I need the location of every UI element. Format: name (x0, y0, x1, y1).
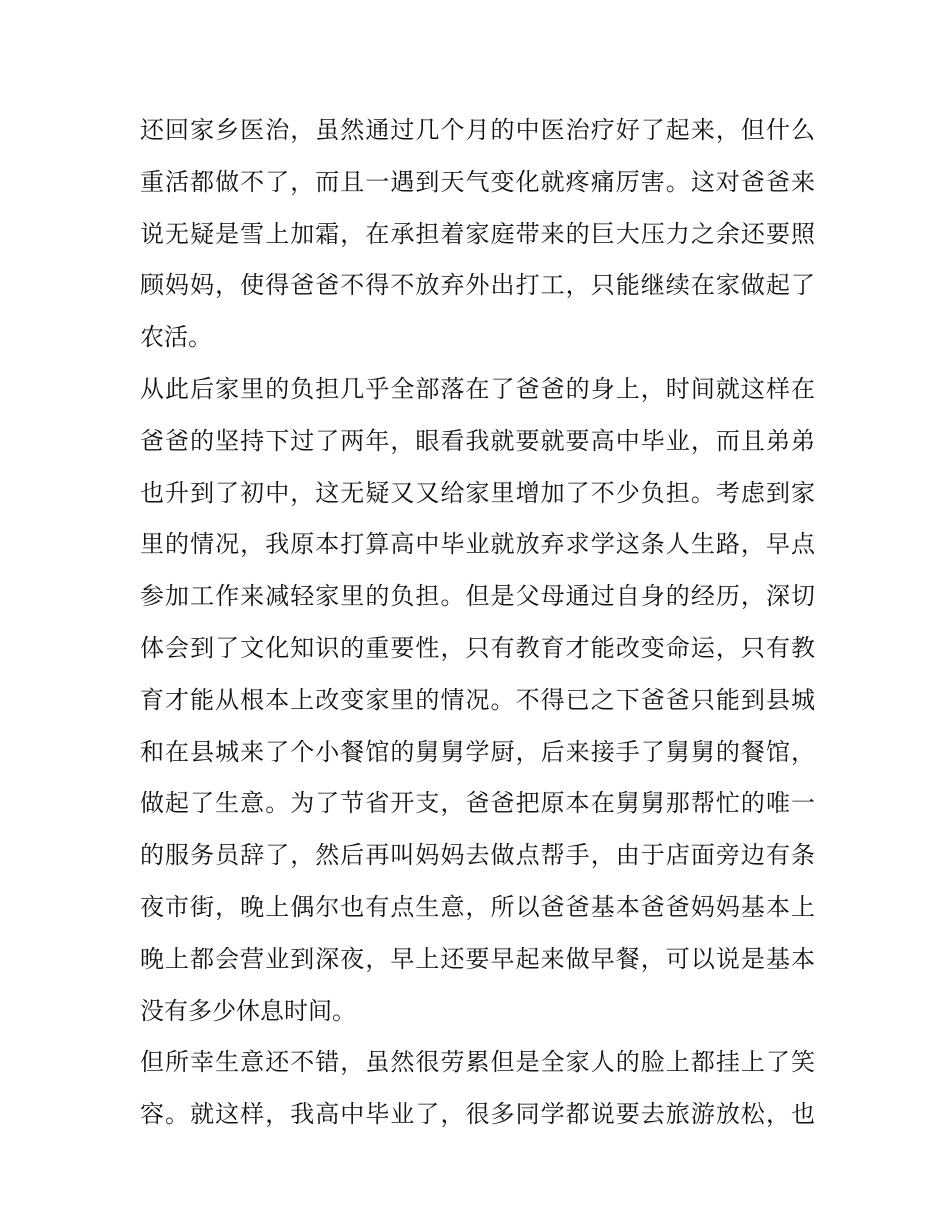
text-line: 没有多少休息时间。 (140, 996, 356, 1025)
text-line: 农活。 (140, 323, 212, 352)
text-line: 但所幸生意还不错，虽然很劳累但是全家人的脸上都挂上了笑 (140, 1048, 815, 1077)
text-line: 体会到了文化知识的重要性，只有教育才能改变命运，只有教 (140, 633, 815, 662)
paragraph-3 (140, 1037, 815, 1141)
text-line: 从此后家里的负担几乎全部落在了爸爸的身上，时间就这样在 (140, 374, 815, 403)
text-line: 的服务员辞了，然后再叫妈妈去做点帮手，由于店面旁边有条 (140, 841, 815, 870)
text-line: 说无疑是雪上加霜，在承担着家庭带来的巨大压力之余还要照 (140, 219, 815, 248)
document-body (140, 105, 815, 1141)
text-line: 育才能从根本上改变家里的情况。不得已之下爸爸只能到县城 (140, 685, 815, 714)
text-line: 顾妈妈，使得爸爸不得不放弃外出打工，只能继续在家做起了 (140, 271, 815, 300)
text-line: 里的情况，我原本打算高中毕业就放弃求学这条人生路，早点 (140, 530, 815, 559)
text-line: 爸爸的坚持下过了两年，眼看我就要就要高中毕业，而且弟弟 (140, 426, 815, 455)
text-line: 和在县城来了个小餐馆的舅舅学厨，后来接手了舅舅的餐馆， (140, 737, 815, 766)
text-line: 容。就这样，我高中毕业了，很多同学都说要去旅游放松，也 (140, 1100, 815, 1129)
text-line: 还回家乡医治，虽然通过几个月的中医治疗好了起来，但什么 (140, 116, 815, 144)
text-line: 做起了生意。为了节省开支，爸爸把原本在舅舅那帮忙的唯一 (140, 789, 815, 818)
text-line: 晚上都会营业到深夜，早上还要早起来做早餐，可以说是基本 (140, 944, 815, 973)
paragraph-1 (140, 105, 815, 364)
text-line: 夜市街，晚上偶尔也有点生意，所以爸爸基本爸爸妈妈基本上 (140, 892, 815, 921)
paragraph-2 (140, 364, 815, 1037)
text-line: 重活都做不了，而且一遇到天气变化就疼痛厉害。这对爸爸来 (140, 167, 815, 196)
text-line: 参加工作来减轻家里的负担。但是父母通过自身的经历，深切 (140, 582, 815, 611)
text-line: 也升到了初中，这无疑又又给家里增加了不少负担。考虑到家 (140, 478, 815, 507)
